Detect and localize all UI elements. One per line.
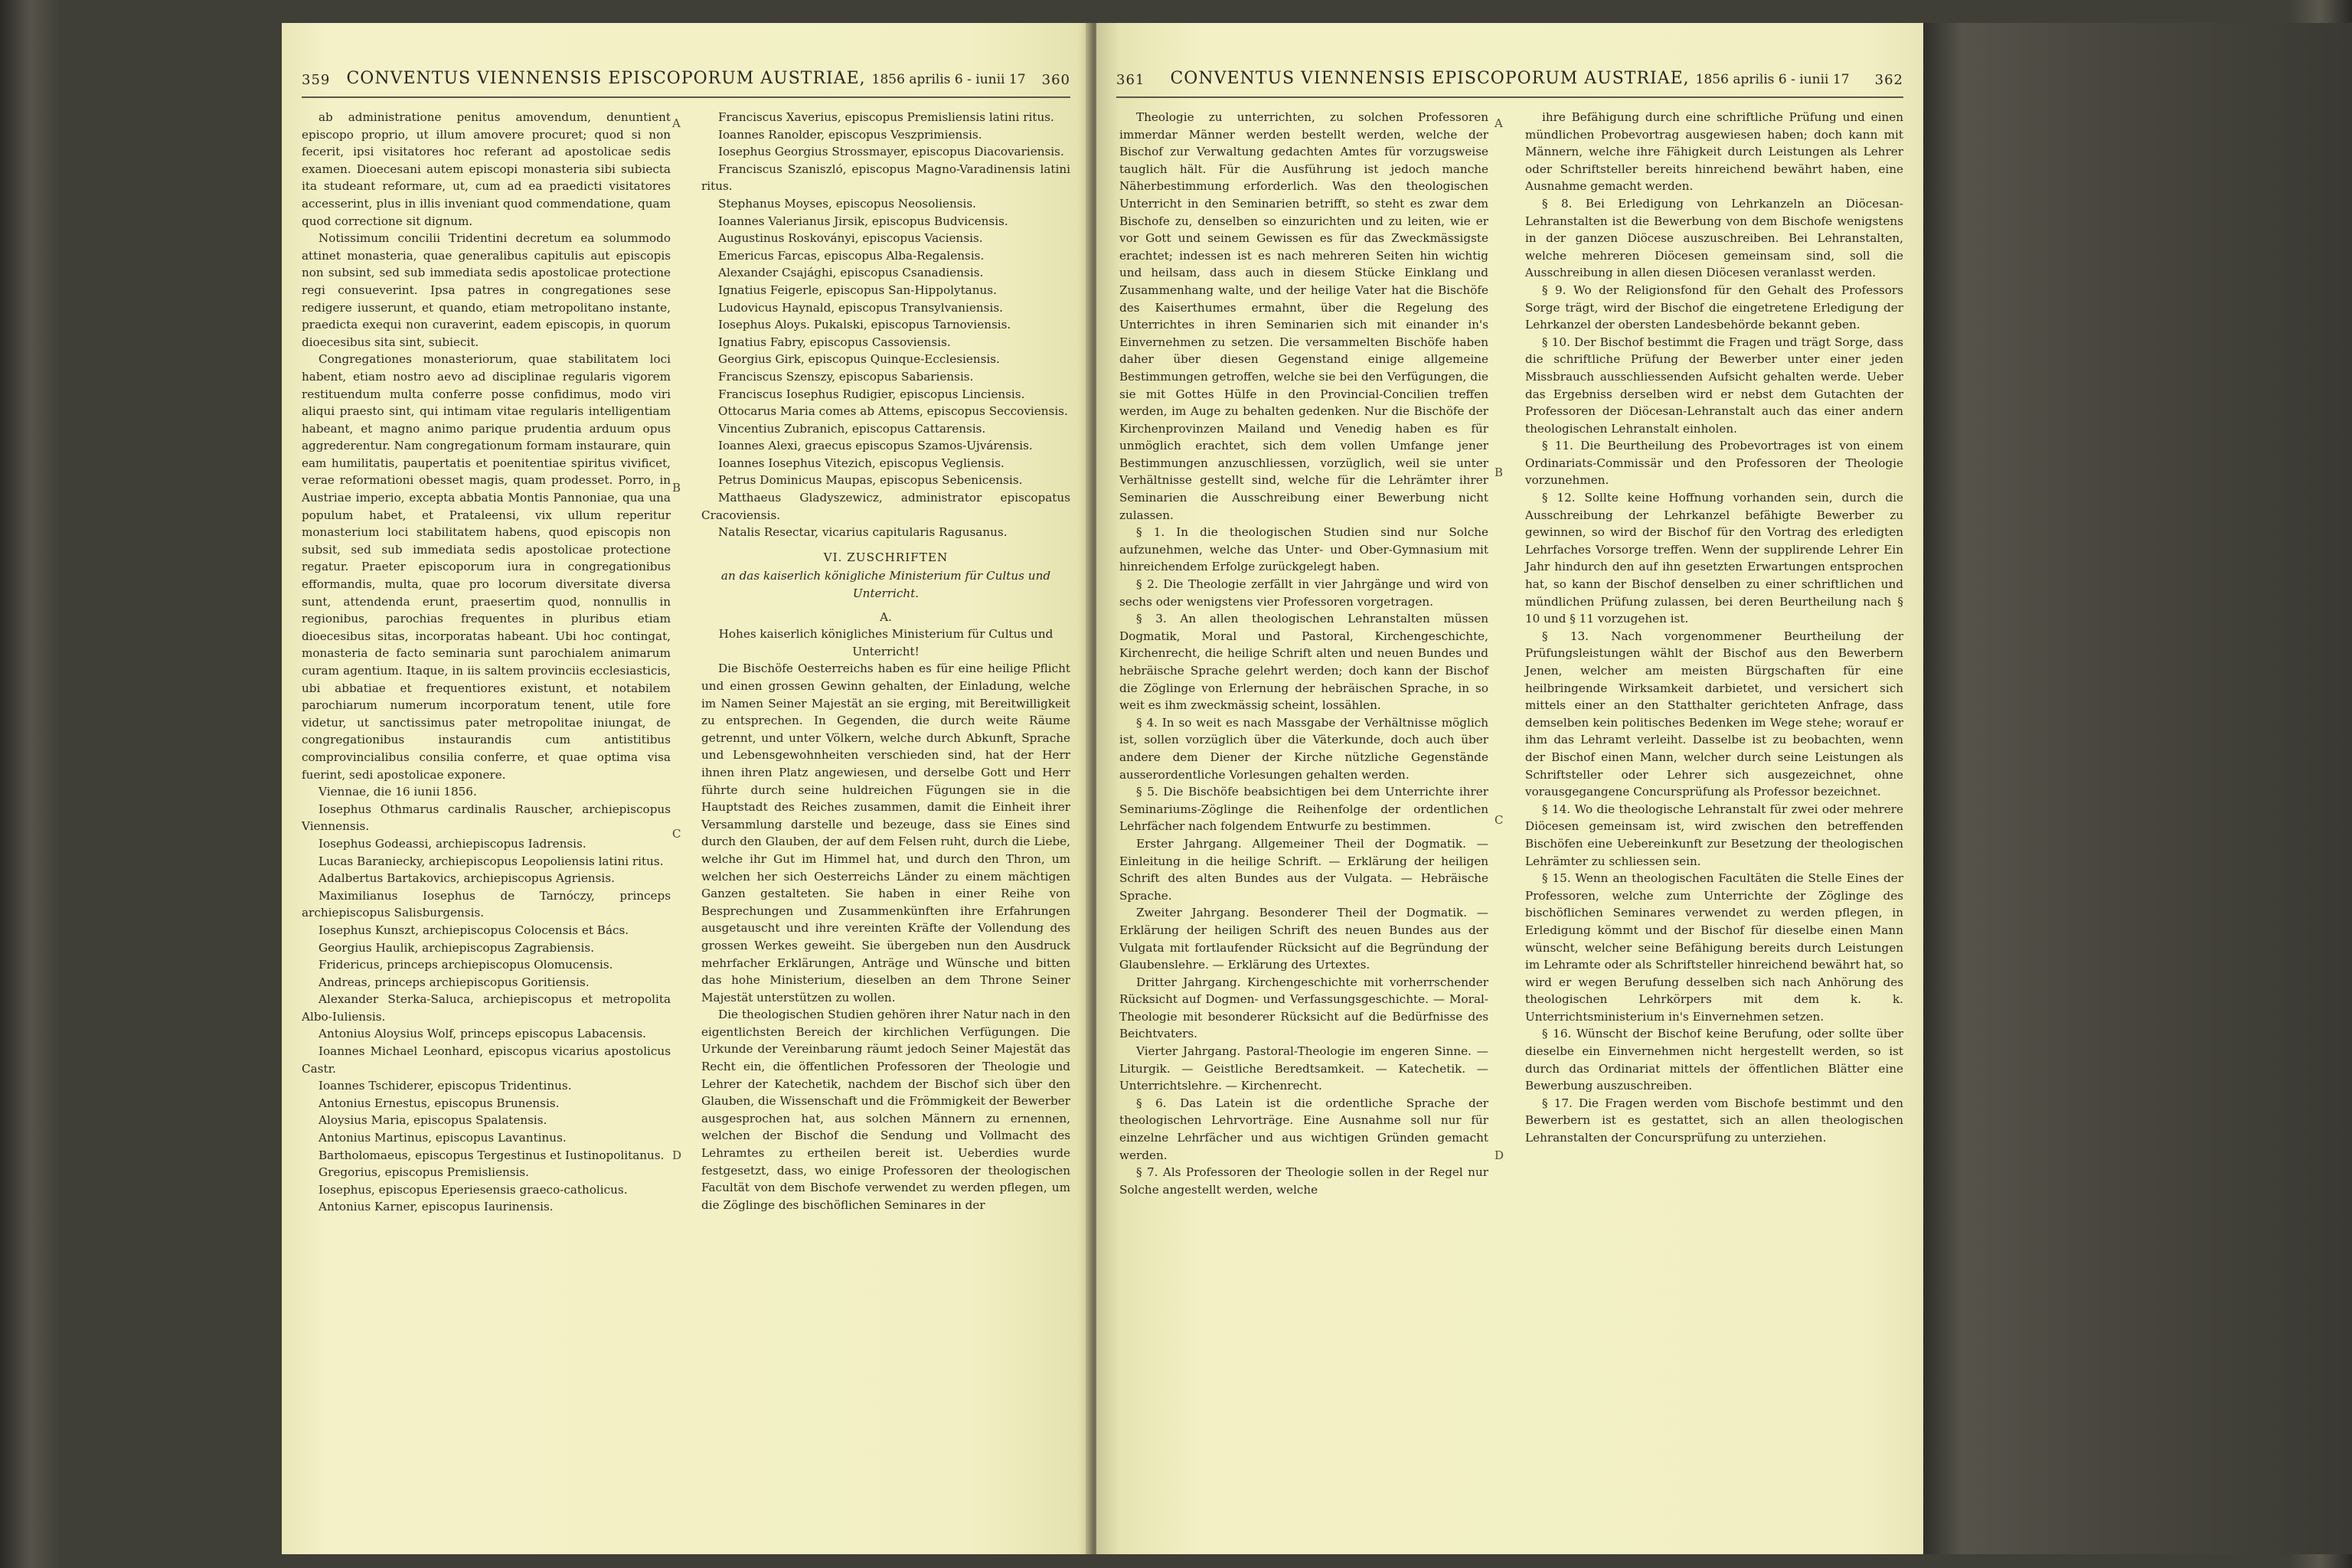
margin-marker-a: A <box>1494 116 1503 130</box>
right-column-1 <box>1119 109 1488 1198</box>
paragraph: § 12. Sollte keine Hoffnung vorhanden sein, durch die Ausschreibung der Lehrkanzel befähigte Bewerber zu gewinnen, so wird der Bischof für den Vortrag des erledigten Lehrfaches Vorsorge treffen. Wenn der supplirende Lehrer Ein Jahr hindurch den auf ihn gesetzten Erwartungen entsprochen hat, so kann der Bischof denselben zu einer schriftlichen und mündlichen Prüfung zulassen, bei deren Beurtheilung nach § 10 und § 11 vorzugehen ist. <box>1525 491 1903 626</box>
signature: Antonius Karner, episcopus Iaurinensis. <box>318 1200 554 1214</box>
signature: Adalbertus Bartakovics, archiepiscopus Agriensis. <box>318 871 615 886</box>
signature: Matthaeus Gladyszewicz, administrator episcopatus Cracoviensis. <box>701 491 1070 522</box>
running-title <box>1116 69 1903 88</box>
signature: Alexander Sterka-Saluca, archiepiscopus et metropolita Albo-Iuliensis. <box>302 992 671 1024</box>
right-page-header <box>1116 66 1903 98</box>
paragraph: § 14. Wo die theologische Lehranstalt für zwei oder mehrere Diöcesen gemeinsam ist, wird zwischen den betreffenden Bischöfen eine Uebereinkunft zur Besetzung der theologischen Lehrämter zu schliessen sein. <box>1525 802 1903 868</box>
signature: Ioannes Iosephus Vitezich, episcopus Vegliensis. <box>718 456 1004 470</box>
date-line: Viennae, die 16 iunii 1856. <box>318 785 477 799</box>
signature: Iosephus Godeassi, archiepiscopus Iadrensis. <box>318 836 586 851</box>
signature: Iosephus Kunszt, archiepiscopus Colocensis et Bács. <box>318 923 629 937</box>
signature: Iosephus, episcopus Eperiesensis graeco-catholicus. <box>318 1182 628 1197</box>
paragraph: § 10. Der Bischof bestimmt die Fragen und trägt Sorge, dass die schriftliche Prüfung der Bewerber unter einer jeden Missbrauch ausschliessenden Aufsicht gehalten werde. Ueber das Ergebniss derselben wird er nebst dem Gutachten der Professoren der Diöcesan-Lehranstalt auch das einer andern theologischen Lehranstalt einholen. <box>1525 335 1903 436</box>
signature: Ignatius Feigerle, episcopus San-Hippolytanus. <box>718 283 997 297</box>
signature: Ioannes Ranolder, episcopus Veszprimiensis. <box>718 127 982 142</box>
signature: Iosephus Georgius Strossmayer, episcopus Diacovariensis. <box>718 145 1064 159</box>
left-column-2 <box>701 109 1070 1214</box>
signature: Franciscus Szaniszló, episcopus Magno-Varadinensis latini ritus. <box>701 162 1070 194</box>
signature: Ignatius Fabry, episcopus Cassoviensis. <box>718 335 951 349</box>
margin-marker-b: B <box>1494 466 1504 479</box>
paragraph: Congregationes monasteriorum, quae stabilitatem loci habent, etiam nostro aevo ad disciplinae regularis vigorem restituendum multa conferre posse confidimus, modo viri aliqui praesto sint, qui intimam vitae regularis intelligentiam habeant, et magno animo parique prudentia arduum opus aggrederentur. Nam congregationum formam instaurare, quin eam humilitatis, paupertatis et poenitentiae spiritus vivificet, verae reformationi obesset magis, quam prodesset. Porro, in Austriae imperio, excepta abbatia Montis Pannoniae, qua una populum habet, et Prataleensi, vix ullum reperitur monasterium loci stabilitatem habens, quod episcopis non subsit, sed sub immediata sedis apostolicae protectione regatur. Praeter episcoporum iura in congregationibus efformandis, multa, quae pro locorum diversitate diversa sunt, attendenda erunt, praesertim quod, nonnullis in regionibus, parochias frequentes in pluribus etiam dioecesibus sitas, incorporatas habeant. Ubi hoc contingat, monasteria de facto seminaria sunt parochialem animarum curam agentium. Itaque, in iis saltem provinciis ecclesiasticis, ubi abbatiae et frequentiores existunt, et notabilem parochiarum numerum incorporatum tenent, utile fore videtur, ut sanctissimus pater metropolitae iniungat, de congregationibus instaurandis cum antistitibus comprovincialibus consilia conferre, et quae optima visa fuerint, sedi apostolicae exponere. <box>302 352 671 782</box>
signature: Franciscus Szenszy, episcopus Sabariensis. <box>718 369 974 384</box>
paragraph: § 11. Die Beurtheilung des Probevortrages ist von einem Ordinariats-Commissär und den Professoren der Theologie vorzunehmen. <box>1525 439 1903 488</box>
signature: Iosephus Othmarus cardinalis Rauscher, archiepiscopus Viennensis. <box>302 802 671 834</box>
signature: Emericus Farcas, episcopus Alba-Regalensis. <box>718 248 985 263</box>
signature: Stephanus Moyses, episcopus Neosoliensis. <box>718 196 976 211</box>
margin-marker-d: D <box>1494 1148 1504 1162</box>
right-page <box>1096 23 1923 1554</box>
left-page <box>282 23 1090 1554</box>
signature: Natalis Resectar, vicarius capitularis Ragusanus. <box>718 525 1008 540</box>
margin-marker-c: C <box>672 827 681 841</box>
signature: Iosephus Aloys. Pukalski, episcopus Tarnoviensis. <box>718 318 1011 332</box>
left-page-header <box>302 66 1070 98</box>
signature: Maximilianus Iosephus de Tarnóczy, princeps archiepiscopus Salisburgensis. <box>302 888 671 920</box>
signature: Ludovicus Haynald, episcopus Transylvaniensis. <box>718 300 1003 315</box>
margin-marker-d: D <box>672 1148 682 1162</box>
signature: Ioannes Tschiderer, episcopus Tridentinus. <box>318 1079 572 1093</box>
signature: Augustinus Roskoványi, episcopus Vaciensis. <box>718 231 983 246</box>
signature: Antonius Aloysius Wolf, princeps episcopus Labacensis. <box>318 1027 647 1041</box>
signature: Ioannes Alexi, graecus episcopus Szamos-Ujvárensis. <box>718 439 1033 453</box>
paragraph: Zweiter Jahrgang. Besonderer Theil der Dogmatik. — Erklärung der heiligen Schrift des neuen Bundes aus der Vulgata mit fortlaufender Rücksicht auf die Begründung der Glaubenslehre. — Erklärung des Urtextes. <box>1119 906 1488 972</box>
paragraph: § 1. In die theologischen Studien sind nur Solche aufzunehmen, welche das Unter- und Ober-Gymnasium mit hinreichendem Erfolge zurückgelegt haben. <box>1119 525 1488 574</box>
signature: Antonius Martinus, episcopus Lavantinus. <box>318 1131 567 1145</box>
running-title-text: CONVENTUS VIENNENSIS EPISCOPORUM AUSTRIAE, <box>346 69 866 88</box>
paragraph: Erster Jahrgang. Allgemeiner Theil der Dogmatik. — Einleitung in die heilige Schrift. — Erklärung der heiligen Schrift des alten Bundes aus der Vulgata. — Hebräische Sprache. <box>1119 836 1488 903</box>
paragraph: Vierter Jahrgang. Pastoral-Theologie im engeren Sinne. — Liturgik. — Geistliche Beredtsamkeit. — Katechetik. — Unterrichtslehre. — Kirchenrecht. <box>1119 1044 1488 1093</box>
signature: Lucas Baraniecky, archiepiscopus Leopoliensis latini ritus. <box>318 854 664 868</box>
signature: Bartholomaeus, episcopus Tergestinus et Iustinopolitanus. <box>318 1148 665 1162</box>
paragraph: § 3. An allen theologischen Lehranstalten müssen Dogmatik, Moral und Pastoral, Kirchengeschichte, Kirchenrecht, die heilige Schrift alten und neuen Bundes und hebräische Sprache gelehrt werden; doch kann der Bischof die Zöglinge von Erlernung der hebräischen Sprache, in so weit es ihm zweckmässig scheint, lossählen. <box>1119 612 1488 713</box>
paragraph: § 13. Nach vorgenommener Beurtheilung der Prüfungsleistungen wählt der Bischof aus den Bewerbern Jenen, welcher am meisten Bürgschaften für eine heilbringende Wirksamkeit darbietet, und versichert sich mittels einer an den Statthalter gerichteten Anfrage, dass demselben kein politisches Bedenken im Wege stehe; worauf er ihm das Lehramt verleiht. Dasselbe ist zu beobachten, wenn der Bischof einen Mann, welcher durch seine Leistungen als Schriftsteller oder Lehrer sich ausgezeichnet, ohne vorausgegangene Concursprüfung als Professor bezeichnet. <box>1525 629 1903 799</box>
paragraph: § 7. Als Professoren der Theologie sollen in der Regel nur Solche angestellt werden, welche <box>1119 1165 1488 1197</box>
page-number-361: 361 <box>1116 72 1145 88</box>
signature: Georgius Haulik, archiepiscopus Zagrabiensis. <box>318 940 595 955</box>
signature: Fridericus, princeps archiepiscopus Olomucensis. <box>318 958 613 972</box>
signature: Franciscus Iosephus Rudigier, episcopus Linciensis. <box>718 387 1025 401</box>
signature: Andreas, princeps archiepiscopus Goritiensis. <box>318 975 590 989</box>
signature: Gregorius, episcopus Premisliensis. <box>318 1165 530 1180</box>
paragraph: Die Bischöfe Oesterreichs haben es für eine heilige Pflicht und einen grossen Gewinn gehalten, der Einladung, welche im Namen Seiner Majestät an sie erging, mit Bereitwilligkeit zu entsprechen. In Gegenden, die durch weite Räume getrennt, und unter Völkern, welche durch Abkunft, Sprache und Lebensgewohnheiten verschieden sind, hat der Herr ihnen ihren Platz angewiesen, und derselbe Gott und Herr führte durch seine huldreichen Fügungen sie in die Hauptstadt des Reiches zusammen, damit die Einheit ihrer Versammlung darstelle und bezeuge, dass sie Eines sind durch den Glauben, der auf dem Felsen ruht, durch die Liebe, welche ihr Gut im Himmel hat, und durch den Thron, um welchen her sich Oesterreichs Länder zu einem mächtigen Ganzen gestalteten. Sie haben in einer Reihe von Besprechungen und Zusammenkünften ihre Erfahrungen ausgetauscht und ihre vereinten Kräfte der Vollendung des grossen Werkes geweiht. Sie übergeben nun den Ausdruck mehrfacher Erklärungen, Anträge und Wünsche und bitten das hohe Ministerium, dieselben an dem Throne Seiner Majestät unterstützen zu wollen. <box>701 662 1070 1004</box>
signature: Aloysius Maria, episcopus Spalatensis. <box>318 1113 547 1128</box>
signature: Petrus Dominicus Maupas, episcopus Sebenicensis. <box>718 473 1023 488</box>
paragraph: § 2. Die Theologie zerfällt in vier Jahrgänge und wird von sechs oder wenigstens vier Professoren vorgetragen. <box>1119 577 1488 609</box>
signature: Vincentius Zubranich, episcopus Cattarensis. <box>718 421 986 436</box>
signature: Alexander Csajághi, episcopus Csanadiensis. <box>718 266 984 280</box>
running-title-date: 1856 aprilis 6 - iunii 17 <box>871 72 1026 87</box>
paragraph: § 15. Wenn an theologischen Facultäten die Stelle Eines der Professoren, welche zum Unterrichte der Zöglinge des bischöflichen Seminares verwendet zu werden pflegen, in Erledigung kömmt und der Bischof für dieselbe einen Mann wünscht, welcher seine Befähigung bereits durch Leistungen im Lehramte oder als Schriftsteller hinreichend bewährt hat, so wird er wegen Berufung desselben sich nach Anhörung des theologischen Lehrkörpers mit dem k. k. Unterrichtsministerium in's Einvernehmen setzen. <box>1525 871 1903 1024</box>
right-column-2 <box>1525 109 1903 1147</box>
paragraph: § 16. Wünscht der Bischof keine Berufung, oder sollte über dieselbe ein Einvernehmen nicht hergestellt werden, so ist durch das Ordinariat mittels der öffentlichen Blätter eine Bewerbung auszuschreiben. <box>1525 1027 1903 1093</box>
signature: Georgius Girk, episcopus Quinque-Ecclesiensis. <box>718 352 1000 367</box>
paragraph: § 17. Die Fragen werden vom Bischofe bestimmt und den Bewerbern ist es gestattet, sich an allen theologischen Lehranstalten der Concursprüfung zu unterziehen. <box>1525 1096 1903 1145</box>
paragraph: § 6. Das Latein ist die ordentliche Sprache der theologischen Lehrvorträge. Eine Ausnahme soll nur für einzelne Lehrfächer und aus wichtigen Gründen gemacht werden. <box>1119 1096 1488 1162</box>
paragraph: § 9. Wo der Religionsfond für den Gehalt des Professors Sorge trägt, wird der Bischof die eingetretene Erledigung der Lehrkanzel der obersten Landesbehörde bekannt geben. <box>1525 283 1903 332</box>
signature: Antonius Ernestus, episcopus Brunensis. <box>318 1096 560 1110</box>
margin-marker-a: A <box>672 116 681 130</box>
address-line: Hohes kaiserlich königliches Ministerium für Cultus und Unterricht! <box>718 627 1054 658</box>
section-subheading: an das kaiserlich königliche Ministerium für Cultus und Unterricht. <box>720 569 1051 601</box>
running-title <box>302 69 1070 88</box>
signature: Ioannes Michael Leonhard, episcopus vicarius apostolicus Castr. <box>302 1044 671 1076</box>
page-number-362: 362 <box>1874 72 1903 88</box>
page-number-360: 360 <box>1041 72 1070 88</box>
running-title-text: CONVENTUS VIENNENSIS EPISCOPORUM AUSTRIAE, <box>1170 69 1690 88</box>
paragraph: § 5. Die Bischöfe beabsichtigen bei dem Unterrichte ihrer Seminariums-Zöglinge die Reihenfolge der ordentlichen Lehrfächer nach folgendem Entwurfe zu bestimmen. <box>1119 785 1488 834</box>
margin-marker-b: B <box>672 481 681 495</box>
margin-marker-c: C <box>1494 813 1504 827</box>
paragraph: Notissimum concilii Tridentini decretum ea solummodo attinet monasteria, quae generalibus capitulis aut episcopis non subsint, sed sub immediata sedis apostolicae protectione regi consueverint. Ipsa patres in congregationes sese redigere iusserunt, et quando, etiam metropolitano instante, praedicta exequi non curaverint, eadem episcopis, in quorum dioecesibus sita sint, subiecit. <box>302 231 671 349</box>
paragraph: Theologie zu unterrichten, zu solchen Professoren immerdar Männer werden bestellt werden, welche der Bischof zur Verwaltung gedachten Amtes für vorzugsweise tauglich hält. Für die Ausführung ist jedoch manche Näherbestimmung erforderlich. Was den theologischen Unterricht in den Seminarien betrifft, so steht es zwar dem Bischofe zu, denselben so einzurichten und zu leiten, wie er vor Gott und seinem Gewissen es für das Zweckmässigste erachtet; indessen ist es nach mehreren Seiten hin wichtig und heilsam, dass auch in diesem Stücke Einklang und Zusammenhang walte, und der heilige Vater hat die Bischöfe des Kaiserthumes ermahnt, über die Regelung des Unterrichtes in ihren Seminarien sich mit einander in's Einvernehmen zu setzen. Die versammelten Bischöfe haben daher über diesen Gegenstand einige allgemeine Bestimmungen getroffen, welche sie bei den Verfügungen, die sie mit Gottes Hülfe in den Provincial-Concilien treffen werden, im Auge zu behalten gedenken. Nur die Bischöfe der Kirchenprovinzen Mailand und Venedig haben es für unmöglich erachtet, sich dem vollen Umfange jener Bestimmungen anzuschliessen, vorzüglich, weil sie unter Verhältnisse gestellt sind, welche für die Lehrämter ihrer Seminarien die Ausschreibung einer Bewerbung nicht zulassen. <box>1119 110 1488 522</box>
page-number-359: 359 <box>302 72 331 88</box>
letter-label: A. <box>880 609 892 624</box>
paragraph: ihre Befähigung durch eine schriftliche Prüfung und einen mündlichen Probevortrag ausgewiesen haben; doch kann mit Männern, welche ihre Fähigkeit durch Leistungen als Lehrer oder Schriftsteller bereits hinreichend bewährt haben, eine Ausnahme gemacht werden. <box>1525 110 1903 194</box>
paragraph: ab administratione penitus amovendum, denuntient episcopo proprio, ut illum amovere procuret; quod si non fecerit, ipsi visitatores hoc referant ad apostolicae sedis examen. Dioecesani autem episcopi monasteria sibi subiecta ita studeant reformare, ut, cum ad ea praedicti visitatores accesserint, plus in illis inveniant quod commendatione, quam quod correctione sit dignum. <box>302 110 671 228</box>
paragraph: § 4. In so weit es nach Massgabe der Verhältnisse möglich ist, sollen vorzüglich über die Väterkunde, doch auch über andere dem Diener der Kirche nützliche Gegenstände ausserordentliche Vorlesungen gehalten werden. <box>1119 715 1488 782</box>
paragraph: Dritter Jahrgang. Kirchengeschichte mit vorherrschender Rücksicht auf Dogmen- und Verfassungsgeschichte. — Moral-Theologie mit besonderer Rücksicht auf die Bedürfnisse des Beichtvaters. <box>1119 975 1488 1041</box>
paragraph: § 8. Bei Erledigung von Lehrkanzeln an Diöcesan-Lehranstalten ist die Bewerbung von dem Bischofe wenigstens in der ganzen Diöcese auszuschreiben. Bei Lehranstalten, welche mehreren Diöcesen gemeinsam sind, soll die Ausschreibung in allen diesen Diöcesen veranlasst werden. <box>1525 196 1903 280</box>
signature: Franciscus Xaverius, episcopus Premisliensis latini ritus. <box>718 110 1054 124</box>
left-column-1 <box>302 109 671 1216</box>
signature: Ottocarus Maria comes ab Attems, episcopus Seccoviensis. <box>718 404 1068 419</box>
paragraph: Die theologischen Studien gehören ihrer Natur nach in den eigentlichsten Bereich der kirchlichen Verfügungen. Die Urkunde der Vereinbarung räumt jedoch Seiner Majestät das Recht ein, die öffentlichen Professoren der Theologie und Lehrer der Katechetik, nachdem der Bischof sich über den Glauben, die Wissenschaft und die Frömmigkeit der Bewerber ausgesprochen hat, aus solchen Männern zu ernennen, welchen der Bischof die Sendung und Vollmacht des Lehramtes zu ertheilen bereit ist. Ueberdies wurde festgesetzt, dass, wo einige Professoren der theologischen Facultät von dem Bischofe verwendet zu werden pflegen, um die Zöglinge des bischöflichen Seminares in der <box>701 1008 1070 1212</box>
section-heading: VI. ZUSCHRIFTEN <box>823 550 949 564</box>
running-title-date: 1856 aprilis 6 - iunii 17 <box>1695 72 1850 87</box>
signature: Ioannes Valerianus Jirsik, episcopus Budvicensis. <box>718 214 1008 228</box>
book-edge-right <box>1923 23 2352 1554</box>
